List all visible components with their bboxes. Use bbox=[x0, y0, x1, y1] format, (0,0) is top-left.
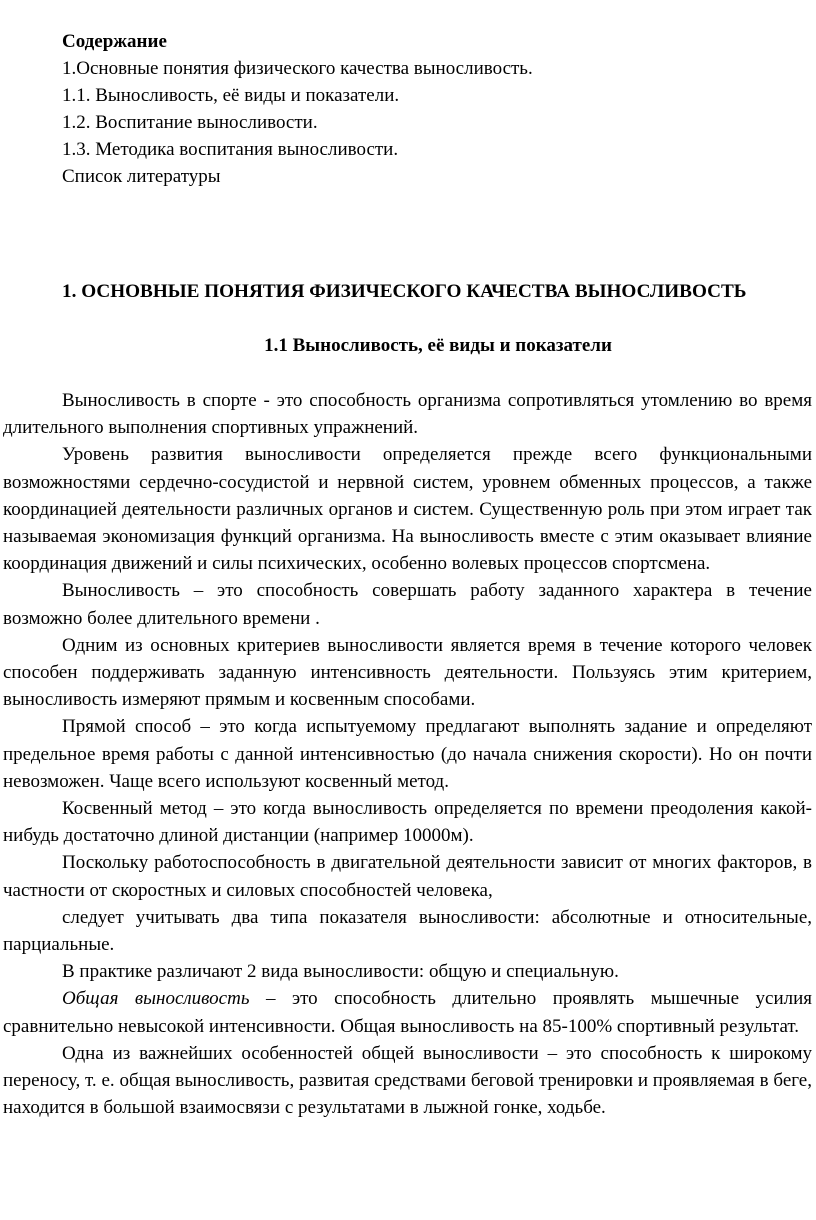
paragraph-endurance-kinds: В практике различают 2 вида выносливости: общую и специальную. bbox=[62, 961, 619, 983]
paragraph-definition: Выносливость в спорте - это способность организма сопротивляться утомлению во время длительного выполнения спортивных упражнений. bbox=[3, 390, 812, 439]
paragraph-direct-method: Прямой способ – это когда испытуемому предлагают выполнять задание и определяют предельное время работы с данной интенсивностью (до начала снижения скорости). Но он почти невозможен. Чаще всего используют косвенный метод. bbox=[3, 716, 812, 792]
paragraph-work-capacity: Поскольку работоспособность в двигательной деятельности зависит от многих факторов, в частности от скоростных и силовых способностей человека, bbox=[3, 852, 812, 901]
toc-item-1-1: 1.1. Выносливость, её виды и показатели. bbox=[62, 85, 400, 106]
table-of-contents bbox=[62, 28, 762, 190]
toc-item-1: 1.Основные понятия физического качества выносливость. bbox=[62, 58, 533, 79]
general-endurance-text: – это способность длительно проявлять мышечные усилия сравнительно невысокой интенсивности. Общая выносливость на 85-100% спортивный результат. bbox=[3, 988, 812, 1037]
subsection-heading: 1.1 Выносливость, её виды и показатели bbox=[264, 335, 612, 356]
paragraph-indirect-method: Косвенный метод – это когда выносливость определяется по времени преодоления какой-нибудь достаточно длиной дистанции (например 10000м). bbox=[3, 798, 812, 847]
body-text bbox=[0, 387, 816, 1121]
paragraph-general-endurance bbox=[3, 985, 812, 1039]
general-endurance-term: Общая выносливость bbox=[62, 988, 250, 1010]
paragraph-transfer: Одна из важнейших особенностей общей выносливости – это способность к широкому переносу, т. е. общая выносливость, развитая средствами беговой тренировки и проявляемая в беге, находится в большой взаимосвязи с результатами в лыжной гонке, ходьбе. bbox=[3, 1042, 812, 1119]
paragraph-development-level: Уровень развития выносливости определяется прежде всего функциональными возможностями сердечно-сосудистой и нервной систем, уровнем обменных процессов, а также координацией деятельности различных органов и систем. Существенную роль при этом играет так называемая экономизация функций организма. На выносливость вместе с этим оказывает влияние координация движений и силы психических, особенно волевых процессов спортсмена. bbox=[3, 444, 812, 575]
toc-item-1-3: 1.3. Методика воспитания выносливости. bbox=[62, 139, 399, 160]
toc-item-references: Список литературы bbox=[62, 166, 221, 187]
paragraph-indicator-types: следует учитывать два типа показателя выносливости: абсолютные и относительные, парциальные. bbox=[3, 906, 812, 956]
paragraph-endurance-definition: Выносливость – это способность совершать работу заданного характера в течение возможно более длительного времени . bbox=[3, 580, 812, 629]
toc-item-1-2: 1.2. Воспитание выносливости. bbox=[62, 112, 318, 133]
section-heading: 1. ОСНОВНЫЕ ПОНЯТИЯ ФИЗИЧЕСКОГО КАЧЕСТВА ВЫНОСЛИВОСТЬ bbox=[62, 281, 747, 302]
toc-title: Содержание bbox=[62, 31, 167, 52]
paragraph-criteria: Одним из основных критериев выносливости является время в течение которого человек способен поддерживать заданную интенсивность деятельности. Пользуясь этим критерием, выносливость измеряют прямым и косвенным способами. bbox=[3, 634, 812, 711]
